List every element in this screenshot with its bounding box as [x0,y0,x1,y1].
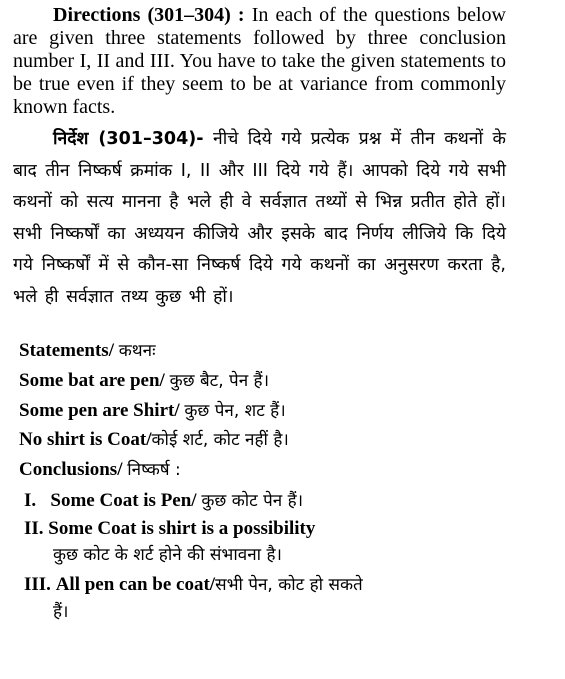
statement-2: Some pen are Shirt/ कुछ पेन, शट हैं। [19,400,286,421]
hindi-directions-label: निर्देश (301–304)- [53,129,204,149]
conclusions-heading: Conclusions/ निष्कर्ष : [19,459,181,480]
directions-text: In each of the questions below are given three statements followed by three conclusion number I, II and III. You have to take the given statements to be true even if they seem to be at variance from commonly known facts. [13,4,507,118]
conclusion-2-hindi: कुछ कोट के शर्ट होने की संभावना है। [53,545,282,565]
statement-1: Some bat are pen/ कुछ बैट, पेन हैं। [19,370,270,391]
statement-3: No shirt is Coat/कोई शर्ट, कोट नहीं है। [19,429,289,450]
statements-heading: Statements/ कथनः [19,340,156,361]
directions-paragraph [13,4,506,119]
conclusion-3-hindi-cont: हैं। [53,602,69,622]
directions-label: Directions (301–304) : [53,4,245,26]
conclusion-1: I. Some Coat is Pen/ कुछ कोट पेन हैं। [24,490,304,511]
conclusion-3: III. All pen can be coat/सभी पेन, कोट हो सकते [24,574,363,595]
hindi-directions-paragraph [13,124,506,313]
conclusion-2: II. Some Coat is shirt is a possibility [24,518,316,539]
hindi-directions-text: नीचे दिये गये प्रत्येक प्रश्न में तीन कथनों के बाद तीन निष्कर्ष क्रमांक I, II और III दिये गये हैं। आपको दिये गये सभी कथनों को सत्य मानना है भले ही वे सर्वज्ञात तथ्यों से भिन्न प्रतीत होते हों। सभी निष्कर्षों का अध्ययन कीजिये और इसके बाद निर्णय लीजिये कि दिये गये निष्कर्षों में से कौन-सा निष्कर्ष दिये गये कथनों का अनुसरण करता है, भले ही सर्वज्ञात तथ्य कुछ भी हों। [13,129,506,307]
